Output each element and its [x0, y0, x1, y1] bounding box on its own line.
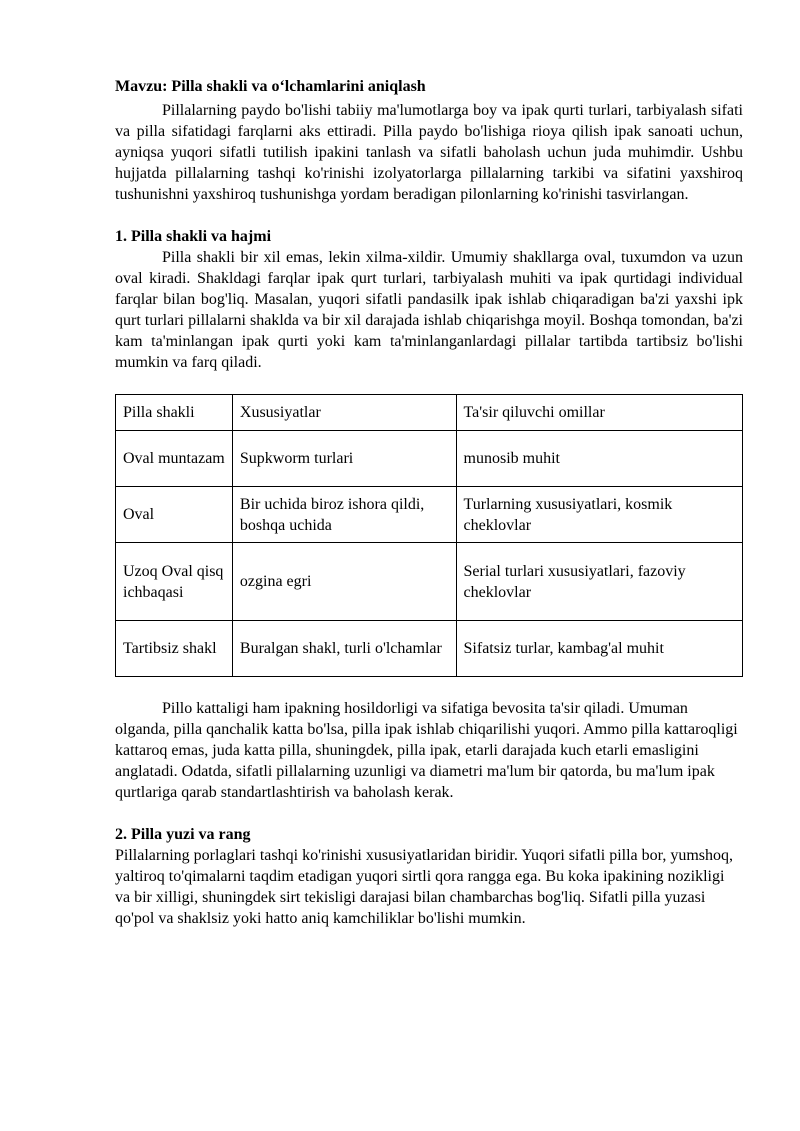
table-cell: Uzoq Oval qisqichbaqasi [116, 543, 233, 621]
table-cell: Tartibsiz shakl [116, 621, 233, 677]
table-header-row [116, 395, 743, 431]
table-row [116, 431, 743, 487]
table-row [116, 487, 743, 543]
table-row [116, 621, 743, 677]
table-cell: Oval muntazam [116, 431, 233, 487]
table-cell: Oval [116, 487, 233, 543]
table-cell: munosib muhit [456, 431, 742, 487]
section-2-paragraph: Pillalarning porlaglari tashqi ko'rinishi xususiyatlaridan biridir. Yuqori sifatli pilla bor, yumshoq, yaltiroq to'qimalarni taqdim etadigan yuqori sirtli qora rangga ega. Bu koka ipakining nozikligi va bir xilligi, shuningdek sirt tekisligi darajasi bilan chambarchas bog'liq. Sifatli pilla yuzasi qo'pol va shaklsiz yoki hatto aniq kamchiliklar bo'lishi mumkin. [115, 847, 734, 927]
spacer [115, 205, 743, 226]
section-2-heading: 2. Pilla yuzi va rang [115, 826, 251, 843]
section-1-paragraph: Pilla shakli bir xil emas, lekin xilma-xildir. Umumiy shakllarga oval, tuxumdon va uzun oval kiradi. Shakldagi farqlar ipak qurt turlari, tarbiyalash muhiti va ipak qurtidagi individual farqlar bilan bog'liq. Masalan, yuqori sifatli pandasilk ipak ishlab chiqaradigan ba'zi yaxshi ipk qurt turlari pillalarni shaklda va bir xil darajada ishlab chiqarishga moyil. Boshqa tomondan, ba'zi kam ta'minlangan ipak qurti yoki kam ta'minlanganlardagi pillalar tartibda tartibsiz bo'lishi mumkin va farq qiladi. [115, 249, 743, 371]
intro-paragraph: Pillalarning paydo bo'lishi tabiiy ma'lumotlarga boy va ipak qurti turlari, tarbiyalash sifati va pilla sifatidagi farqlarni aks ettiradi. Pilla paydo bo'lishiga rioya qilish ipak sanoati uchun, ayniqsa yuqori sifatli tutilish ipakini tanlash va sifatli baholash uchun juda muhimdir. Ushbu hujjatda pillalarning tashqi ko'rinishi izolyatorlarga pillalarning tarkibi va sifatini yaxshiroq tushunishni yaxshiroq tushunishga yordam beradigan pilonlarning ko'rinishi tasvirlangan. [115, 102, 743, 203]
table-row [116, 543, 743, 621]
table-cell: Sifatsiz turlar, kambag'al muhit [456, 621, 742, 677]
pilla-shape-table [115, 394, 743, 677]
section-1-heading: 1. Pilla shakli va hajmi [115, 228, 272, 245]
table-header-cell: Pilla shakli [116, 395, 233, 431]
table-cell: ozgina egri [232, 543, 456, 621]
section-1-paragraph-2: Pillo kattaligi ham ipakning hosildorligi va sifatiga bevosita ta'sir qiladi. Umuman olganda, pilla qanchalik katta bo'lsa, pilla ipak ishlab chiqarilishi yuqori. Ammo pilla kattaroqligi kattaroq emas, juda katta pilla, shuningdek, pilla ipak, etarli darajada kuch etarli emasligini anglatadi. Odatda, sifatli pillalarning uzunligi va diametri ma'lum bir qatorda, bu ma'lum ipak qurtlariga qarab standartlashtirish va baholash kerak. [115, 700, 738, 801]
document-title: Mavzu: Pilla shakli va oʻlchamlarini aniqlash [115, 78, 426, 95]
table-cell: Supkworm turlari [232, 431, 456, 487]
table-cell: Bir uchida biroz ishora qildi, boshqa uchida [232, 487, 456, 543]
table-header-cell: Xususiyatlar [232, 395, 456, 431]
table-cell: Turlarning xususiyatlari, kosmik cheklovlar [456, 487, 742, 543]
table-cell: Serial turlari xususiyatlari, fazoviy cheklovlar [456, 543, 742, 621]
table-cell: Buralgan shakl, turli o'lchamlar [232, 621, 456, 677]
document-page [115, 76, 743, 929]
table-header-cell: Ta'sir qiluvchi omillar [456, 395, 742, 431]
